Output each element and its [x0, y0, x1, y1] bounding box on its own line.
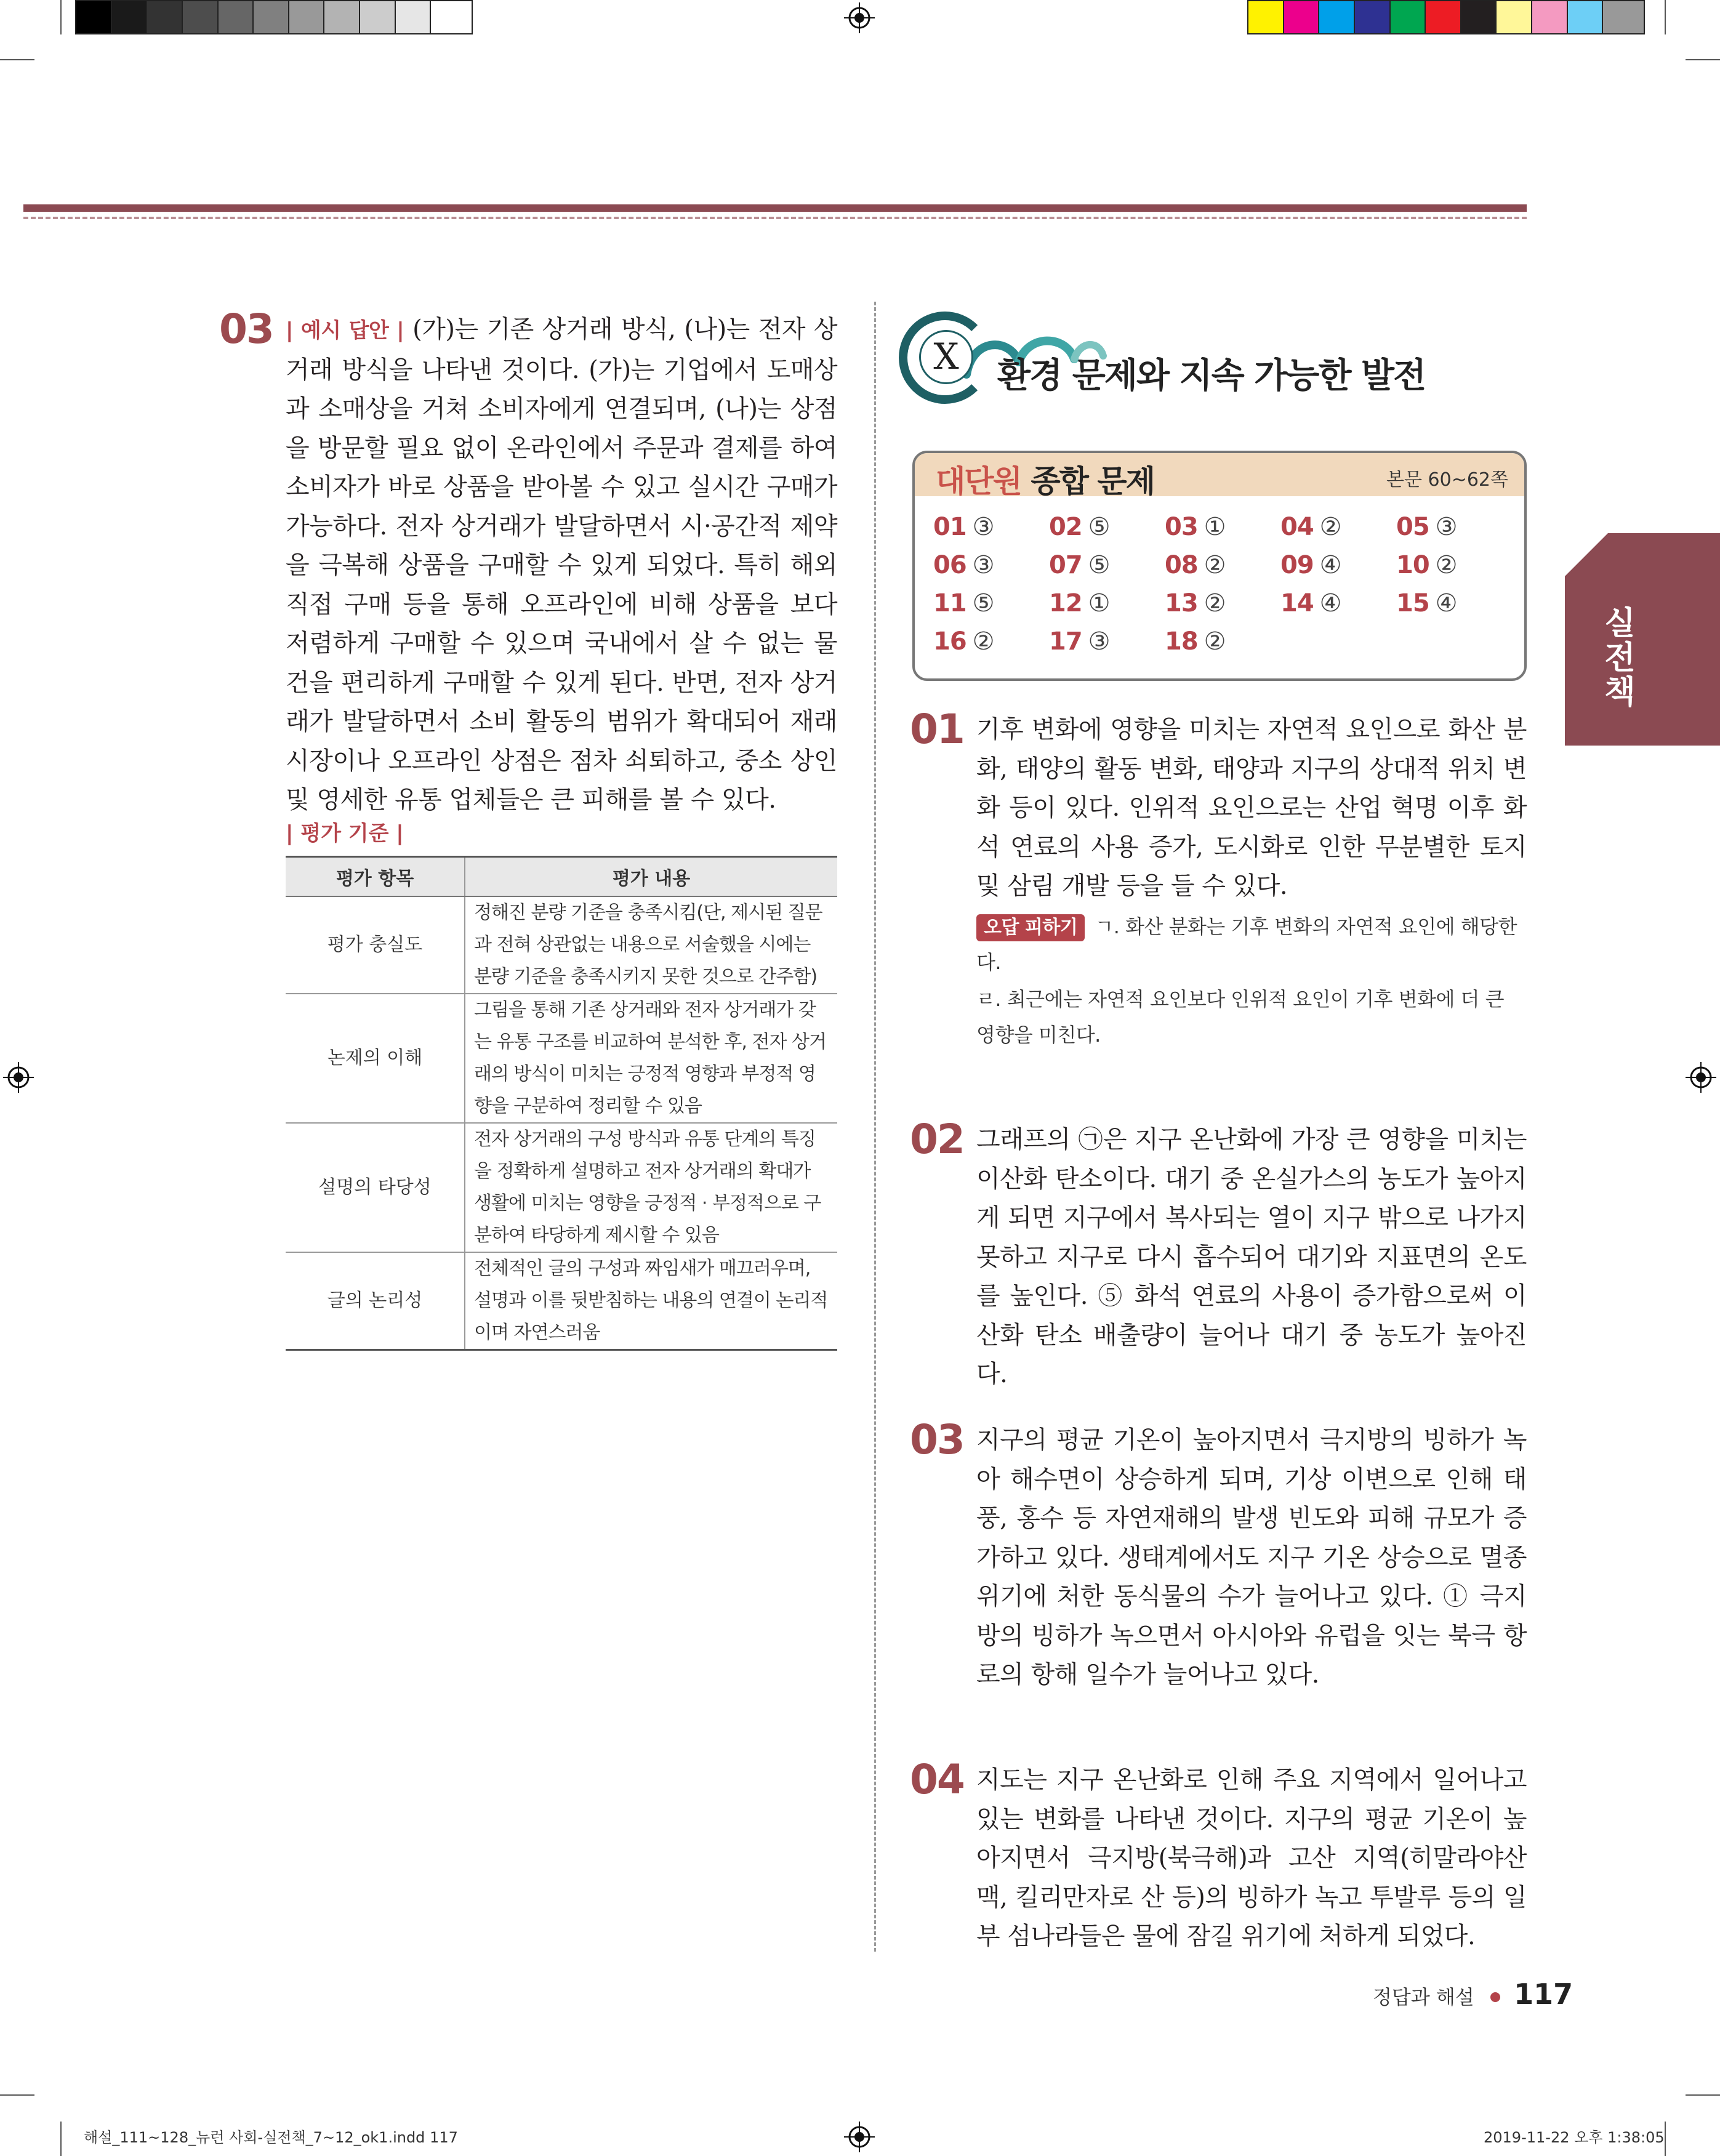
- answer-item: [1280, 510, 1396, 544]
- page-number: 117: [1514, 1977, 1573, 2011]
- answer-choice: ⑤: [1088, 551, 1111, 579]
- answer-item: [1280, 548, 1396, 582]
- chapter-mark: X: [919, 330, 973, 384]
- answer-choice: ⑤: [972, 589, 995, 617]
- answer-choice: ②: [1204, 551, 1226, 579]
- table-header-desc: 평가 내용: [465, 857, 837, 897]
- answer-number: 10: [1396, 551, 1429, 579]
- slug-filename: 해설_111~128_뉴런 사회-실전책_7~12_ok1.indd 117: [84, 2129, 458, 2146]
- example-answer-tag: | 예시 답안 |: [286, 318, 404, 343]
- answer-item: [1165, 586, 1280, 621]
- registration-mark-top-icon: [844, 2, 875, 33]
- answer-item: [1396, 510, 1512, 544]
- answer-item: [1165, 548, 1280, 582]
- answer-item: [1165, 510, 1280, 544]
- answer-item: [1049, 624, 1165, 659]
- answer-choice: ④: [1435, 589, 1458, 617]
- header-band: [23, 204, 1527, 212]
- answer-choice: ①: [1088, 589, 1111, 617]
- answer-choice: ⑤: [1088, 513, 1111, 541]
- registration-mark-left-icon: [3, 1062, 34, 1093]
- answer-number: 07: [1049, 551, 1082, 579]
- table-row: [286, 994, 837, 1123]
- chapter-title: 환경 문제와 지속 가능한 발전: [997, 356, 1426, 396]
- answer-choice: ②: [1204, 627, 1226, 656]
- answer-box: [912, 451, 1527, 681]
- question-number: 04: [910, 1756, 964, 1803]
- question-number: 02: [910, 1116, 964, 1163]
- footer-bullet-icon: [1490, 1992, 1500, 2002]
- answer-item: [1396, 586, 1512, 621]
- answer-number: 16: [933, 627, 966, 656]
- question-number: 03: [219, 305, 273, 353]
- question-number: 01: [910, 706, 964, 753]
- answer-number: 14: [1280, 589, 1314, 617]
- answer-number: 18: [1165, 627, 1198, 656]
- answer-grid: [933, 510, 1512, 659]
- table-cell-item: 글의 논리성: [286, 1252, 465, 1350]
- crop-mark: [60, 2122, 62, 2156]
- answer-choice: ③: [1088, 627, 1111, 656]
- answer-number: 06: [933, 551, 966, 579]
- answer-number: 04: [1280, 513, 1314, 541]
- answer-choice: ③: [972, 551, 995, 579]
- answer-number: 08: [1165, 551, 1198, 579]
- crop-mark: [1686, 59, 1720, 60]
- question-answer-text: [286, 310, 837, 820]
- answer-choice: ④: [1319, 551, 1342, 579]
- header-dashed-rule: [23, 217, 1527, 219]
- question-explanation: 지도는 지구 온난화로 인해 주요 지역에서 일어나고 있는 변화를 나타낸 것이다. 지구의 평균 기온이 높아지면서 극지방(북극해)과 고산 지역(히말라야산맥, 킬리만자로 산 등)의 빙하가 녹고 투발루 등의 일부 섬나라들은 물에 잠길 위기에 처하게 되었다.: [976, 1766, 1527, 1950]
- table-cell-item: 평가 충실도: [286, 896, 465, 994]
- answer-number: 13: [1165, 589, 1198, 617]
- table-cell-item: 논제의 이해: [286, 994, 465, 1123]
- answer-item: [1165, 624, 1280, 659]
- answer-box-title: 대단원 종합 문제: [936, 464, 1154, 499]
- running-footer: [1373, 1977, 1573, 2011]
- table-header-item: 평가 항목: [286, 857, 465, 897]
- question-explanation: 기후 변화에 영향을 미치는 자연적 요인으로 화산 분화, 태양의 활동 변화, 태양과 지구의 상대적 위치 변화 등이 있다. 인위적 요인으로는 산업 혁명 이후 화석 연료의 사용 증가, 도시화로 인한 무분별한 토지 및 삼림 개발 등을 들 수 있다.: [976, 715, 1527, 900]
- answer-choice: ①: [1204, 513, 1226, 541]
- table-cell-item: 설명의 타당성: [286, 1123, 465, 1252]
- answer-body: (가)는 기존 상거래 방식, (나)는 전자 상거래 방식을 나타낸 것이다. (가)는 기업에서 도매상과 소매상을 거쳐 소비자에게 연결되며, (나)는 상점을 방문할 필요 없이 온라인에서 주문과 결제를 하여 소비자가 바로 상품을 받아볼 수 있고 실시간 구매가 가능하다. 전자 상거래가 발달하면서 시·공간적 제약을 극복해 상품을 구매할 수 있게 되었다. 특히 해외 직접 구매 등을 통해 오프라인에 비해 상품을 보다 저렴하게 구매할 수 있으며 국내에서 살 수 없는 물건을 편리하게 구매할 수 있게 된다. 반면, 전자 상거래가 발달하면서 소비 활동의 범위가 확대되어 재래시장이나 오프라인 상점은 점차 쇠퇴하고, 중소 상인 및 영세한 유통 업체들은 큰 피해를 볼 수 있다.: [286, 315, 838, 814]
- answer-number: 09: [1280, 551, 1314, 579]
- registration-mark-right-icon: [1686, 1062, 1716, 1093]
- answer-box-header: [915, 453, 1524, 499]
- answer-item: [1049, 510, 1165, 544]
- grayscale-bar: [75, 0, 473, 34]
- table-cell-desc: 그림을 통해 기존 상거래와 전자 상거래가 갖는 유통 구조를 비교하여 분석한 후, 전자 상거래의 방식이 미치는 긍정적 영향과 부정적 영향을 구분하여 정리할 수 있음: [465, 994, 837, 1123]
- wrong-answer-note: 오답 피하기 ㄱ. 화산 분화는 기후 변화의 자연적 요인에 해당한다.: [976, 915, 1517, 974]
- answer-number: 05: [1396, 513, 1429, 541]
- answer-choice: ③: [1435, 513, 1458, 541]
- answer-item: [933, 510, 1049, 544]
- evaluation-table: [286, 856, 837, 1351]
- answer-choice: ②: [1319, 513, 1342, 541]
- answer-item: [933, 586, 1049, 621]
- answer-choice: ②: [1435, 551, 1458, 579]
- crop-mark: [1665, 0, 1666, 34]
- color-bar: [1247, 0, 1645, 34]
- side-tab: [1565, 533, 1720, 746]
- answer-item: [933, 624, 1049, 659]
- answer-number: 12: [1049, 589, 1082, 617]
- table-cell-desc: 전자 상거래의 구성 방식과 유통 단계의 특징을 정확하게 설명하고 전자 상거래의 확대가 생활에 미치는 영향을 긍정적 · 부정적으로 구분하여 타당하게 제시할 수 있음: [465, 1123, 837, 1252]
- criteria-tag: | 평가 기준 |: [286, 821, 404, 846]
- crop-mark: [0, 2094, 34, 2096]
- table-row: [286, 1252, 837, 1350]
- table-cell-desc: 전체적인 글의 구성과 짜임새가 매끄러우며, 설명과 이를 뒷받침하는 내용의 연결이 논리적이며 자연스러움: [465, 1252, 837, 1350]
- question-explanation: 그래프의 ㉠은 지구 온난화에 가장 큰 영향을 미치는 이산화 탄소이다. 대기 중 온실가스의 농도가 높아지게 되면 지구에서 복사되는 열이 지구 밖으로 나가지 못하고 지구로 다시 흡수되어 대기와 지표면의 온도를 높인다. ⑤ 화석 연료의 사용이 증가함으로써 이산화 탄소 배출량이 늘어나 대기 중 농도가 높아진다.: [976, 1125, 1527, 1388]
- answer-box-page-ref: 본문 60~62쪽: [1386, 469, 1508, 491]
- question-number: 03: [910, 1416, 964, 1463]
- table-header-row: [286, 857, 837, 897]
- crop-mark: [60, 0, 62, 34]
- answer-choice: ④: [1319, 589, 1342, 617]
- table-row: [286, 1123, 837, 1252]
- answer-choice: ②: [972, 627, 995, 656]
- question-explanation: 지구의 평균 기온이 높아지면서 극지방의 빙하가 녹아 해수면이 상승하게 되며, 기상 이변으로 인해 태풍, 홍수 등 자연재해의 발생 빈도와 피해 규모가 증가하고 있다. 생태계에서도 지구 기온 상승으로 멸종 위기에 처한 동식물의 수가 늘어나고 있다. ① 극지방의 빙하가 녹으면서 아시아와 유럽을 잇는 북극 항로의 항해 일수가 늘어나고 있다.: [976, 1426, 1527, 1689]
- answer-number: 11: [933, 589, 966, 617]
- answer-choice: ③: [972, 513, 995, 541]
- answer-number: 03: [1165, 513, 1198, 541]
- crop-mark: [1686, 2094, 1720, 2096]
- crop-mark: [1665, 2122, 1666, 2156]
- column-divider: [874, 302, 876, 1952]
- table-cell-desc: 정해진 분량 기준을 충족시킴(단, 제시된 질문과 전혀 상관없는 내용으로 서술했을 시에는 분량 기준을 충족시키지 못한 것으로 간주함): [465, 896, 837, 994]
- side-tab-label: 실전책: [1598, 606, 1635, 709]
- answer-item: [1049, 586, 1165, 621]
- note-badge: 오답 피하기: [976, 914, 1085, 941]
- registration-mark-bottom-icon: [844, 2122, 875, 2152]
- answer-item: [1280, 586, 1396, 621]
- crop-mark: [0, 59, 34, 60]
- table-row: [286, 896, 837, 994]
- answer-number: 15: [1396, 589, 1429, 617]
- answer-number: 02: [1049, 513, 1082, 541]
- slug-timestamp: 2019-11-22 오후 1:38:05: [1484, 2129, 1665, 2146]
- answer-number: 17: [1049, 627, 1082, 656]
- answer-number: 01: [933, 513, 966, 541]
- answer-item: [1396, 548, 1512, 582]
- wrong-answer-note: ㄹ. 최근에는 자연적 요인보다 인위적 요인이 기후 변화에 더 큰 영향을 미친다.: [976, 987, 1505, 1047]
- answer-item: [1049, 548, 1165, 582]
- answer-choice: ②: [1204, 589, 1226, 617]
- answer-item: [933, 548, 1049, 582]
- footer-section: 정답과 해설: [1373, 1985, 1474, 2009]
